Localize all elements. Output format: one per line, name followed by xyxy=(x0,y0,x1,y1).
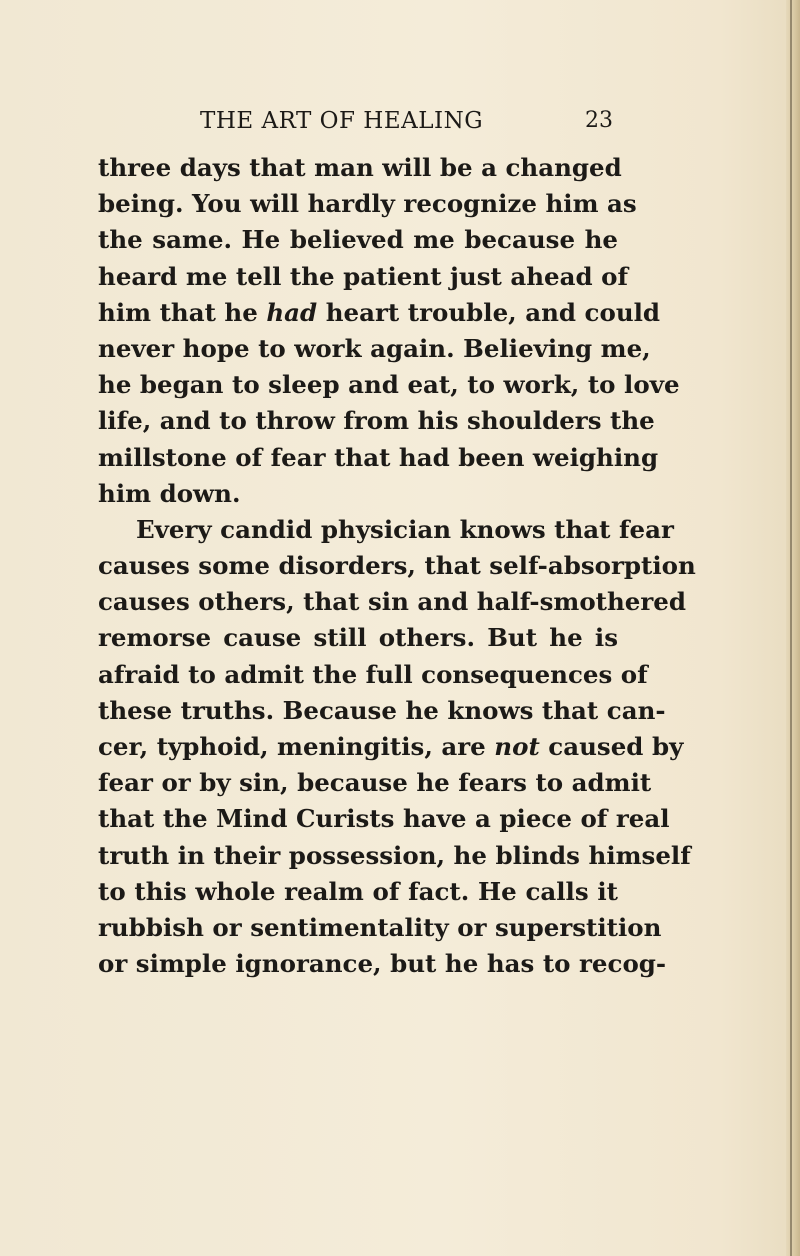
text-line: never hope to work again. Believing me, xyxy=(98,333,651,363)
text-segment: caused by xyxy=(539,732,684,761)
emphasis-text: not xyxy=(494,732,540,761)
running-head xyxy=(200,108,630,138)
text-line: life, and to throw from his shoulders the xyxy=(98,406,655,436)
text-segment: heart trouble, and could xyxy=(317,297,661,327)
text-line: millstone of fear that had been weighing xyxy=(98,442,659,472)
text-line: Every candid physician knows that fear xyxy=(136,514,674,544)
text-line: him down. xyxy=(98,478,241,508)
text-line: that the Mind Curists have a piece of real xyxy=(98,804,670,834)
text-line: or simple ignorance, but he has to recog- xyxy=(98,949,667,979)
text-line: these truths. Because he knows that can- xyxy=(98,695,666,725)
text-line: fear or by sin, because he fears to admit xyxy=(98,768,652,798)
text-line xyxy=(98,729,684,765)
text-line: the same. He believed me because he xyxy=(98,225,618,255)
emphasis-text: had xyxy=(266,297,318,327)
text-line: afraid to admit the full consequences of xyxy=(98,659,648,689)
running-title: THE ART OF HEALING xyxy=(200,108,484,134)
text-line: he began to sleep and eat, to work, to love xyxy=(98,370,680,400)
text-line xyxy=(98,295,661,331)
text-line: three days that man will be a changed xyxy=(98,153,622,182)
text-segment: cer, typhoid, meningitis, are xyxy=(98,732,495,761)
text-line: heard me tell the patient just ahead of xyxy=(98,261,629,291)
text-line: rubbish or sentimentality or superstition xyxy=(98,912,662,942)
body-text xyxy=(98,150,696,982)
text-line: truth in their possession, he blinds himself xyxy=(98,840,691,870)
text-line: causes others, that sin and half-smothered xyxy=(98,587,686,617)
text-line: remorse cause still others. But he is xyxy=(98,623,618,653)
text-line: to this whole realm of fact. He calls it xyxy=(98,876,618,906)
page-edge-line xyxy=(790,0,792,1256)
text-line: causes some disorders, that self-absorption xyxy=(98,551,696,581)
text-segment: him that he xyxy=(98,297,267,327)
page-edge xyxy=(786,0,800,1256)
page-number: 23 xyxy=(585,108,613,133)
text-line: being. You will hardly recognize him as xyxy=(98,189,637,219)
